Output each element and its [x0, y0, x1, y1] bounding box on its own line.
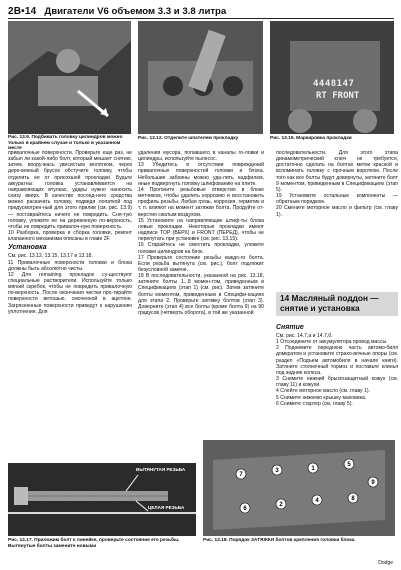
figure-caption-5: Рис. 13.18. Порядок ЗАТЯЖКИ болтов крепления головки блока — [203, 538, 355, 543]
svg-text:4: 4 — [315, 498, 319, 504]
footer-brand: Dodge — [378, 560, 393, 566]
svg-text:8: 8 — [351, 496, 355, 502]
text-column-3-removal — [276, 322, 398, 407]
text-column-3 — [276, 150, 398, 218]
page-title: Двигатели V6 объемом 3.3 и 3.8 литра — [44, 5, 227, 17]
bolt-label-stretched: ВЫТЯНУТАЯ РЕЗЬБА — [136, 467, 186, 472]
page-header — [8, 4, 394, 19]
page-number: 2B•14 — [8, 5, 37, 17]
figure-bolt-photo — [8, 463, 196, 536]
svg-text:1: 1 — [311, 466, 315, 472]
column1-paragraph: привалочные поверхности. Проверьте еще раз, не забыл ли какой-либо болт, который мешает снятию, затем, воору-жась увесистым молотком, через дере-вянный брусок обстучите головку, чтобы отделить ее от присохшей прокладки. Будьте аккуратны: головка устанавливается на направляющих втулках, удары нужно наносить снизу вверх. В качестве послед-него средства можно раскачать головку, подведя лопаткой под предусмотрен-ный для этого прилив (см. рис. 13.9) — поставрайтесь ничего не повредить. Сня-тую головку, уложите ее на деревянную по-верхность, чтобы не повредить привалоч-ную поверхность. 10 Разборка, проверка и сборка головки, ремонт клапанного механизма описаны в главе 2F. — [8, 150, 132, 243]
column3-paragraph: последовательности. Для этого этапа динамометрический ключ не требуется, достаточно сделать на болтах метки краской и вспоминать головку с прочным воротком. После того как все болты будут довернуты, затяните болт 9 моментом, приведенным в Спецификациях (этап 5). 19 Установите остальные компоненты — обратным порядком. 20 Смените моторное масло и фильтр (см. главу 1). — [276, 150, 398, 218]
figure-gasket-photo — [270, 21, 394, 134]
gasket-mark-text: RT FRONT — [316, 91, 360, 101]
svg-text:2: 2 — [279, 502, 283, 508]
svg-text:3: 3 — [275, 468, 279, 474]
gasket-mark-number: 4448147 — [313, 79, 355, 89]
svg-text:9: 9 — [371, 480, 375, 486]
text-column-2 — [138, 150, 264, 316]
svg-text:6: 6 — [243, 506, 247, 512]
svg-text:5: 5 — [347, 462, 351, 468]
section-title: 14 Масляный поддон — снятие и установка — [280, 293, 379, 313]
figure-engine-photo-1 — [8, 21, 131, 134]
column3-paragraph-2: См. рис. 14.7,а и 14.7,б. 1 Отсоедините от аккумулятора провод массы. 2 Поднимите переднюю часть автомо-биля домкратом и установите страхо-вочные опоры (см. раздел «Подъем автомобиля в начале книги). Затяните стояночный тормоз и поставьте клинья под задние колеса. 3 Снимите нижний брызгозащитный кожух (см. главу 11) и кожухи. 4 Слейте моторное масло (см. главу 1). 5 Снимите нижнюю крышку маховика. 6 Снимите стартер (см. главу 5). — [276, 333, 398, 407]
heading-removal: Снятие — [276, 324, 304, 331]
figure-tightening-sequence — [203, 440, 395, 536]
svg-text:7: 7 — [239, 472, 243, 478]
figure-caption-2: Рис. 13.12. Отделите шпателем прокладку — [138, 136, 239, 141]
figure-caption-1: Рис. 13.9. Подбивать головку цилиндров можно только в крайнем случае и только в указанном месте — [8, 135, 123, 152]
bolt-label-intact: ЦЕЛАЯ РЕЗЬБА — [148, 505, 185, 510]
text-column-1 — [8, 150, 132, 315]
heading-installation: Установка — [8, 244, 47, 252]
section-heading-box — [276, 292, 398, 316]
column2-paragraph: удаления мусора, попавшего в каналы го-ловки и цилиндры, используйте пылесос. 13 Убедитесь в отсутствии повреждений привалочных поверхностей головки и блока. Небольшие забоины можно уда-лить надфилем, иные подвергнуть головку шлифованию на плите. 14 Прогоните резьбовые отверстия в блоке метчиком, чтобы удалить коррозию и восстановить профиль резьбы. Любая грязь, коррозия, герметик и т. п. влияют на момент затяжки болта. Продуйте от-верстия сжатым воздухом. 15 Установите на направляющие штиф-ты блока новые прокладки. Некоторые прокладки имеют надписи TOP (ВЕРХ) и FRONT (ПЕРЕД), чтобы не перепутать при установке (см. рис. 13.15). 16 Старайтесь не сместить прокладки, уложите головки цилиндров на блок. 17 Проверьте состояние резьбы каждо-го болта. Если резьба вытянута (см. рис.), болт подлежит безусловной замене. 18 В последовательности, указанной на рис. 13.18, затяните болты 1...8 момен-том, приведенным в Спецификациях (этап 1) (см. рис). Затем затяните болты моментом, приведенным в Специфи-кациях для этапа 2. Проверьте затяжку болтов (этап 3). Доверните (этап 4) все болты (кроме болта 9) на 90 градусов (четверть оборота), в той же указанной — [138, 150, 264, 317]
figure-engine-photo-2 — [138, 21, 263, 134]
column1-paragraph-2: См. рис. 13.12, 13.15, 13.17 и 13.18. 11 Привалочные поверхности головки и блока должны быть абсолютно чисты. 12 Для remaining прокладок су-ществуют специальные растворители. Используйте только мягкий скребок, чтобы не повредить привалочную по-верхность. После окончания чистки про-тирайте поверхности ветошью, смоченной в ацетоне. Загрязненные поверхности приведут к нарушению уплотнения. Для — [8, 253, 132, 315]
figure-caption-3: Рис. 13.15. Маркировка прокладки — [270, 136, 352, 141]
figure-caption-4: Рис. 13.17. Приложим болт к линейке, проверьте состояние его резьбы. Вытянутые болты замените новыми — [8, 538, 180, 549]
